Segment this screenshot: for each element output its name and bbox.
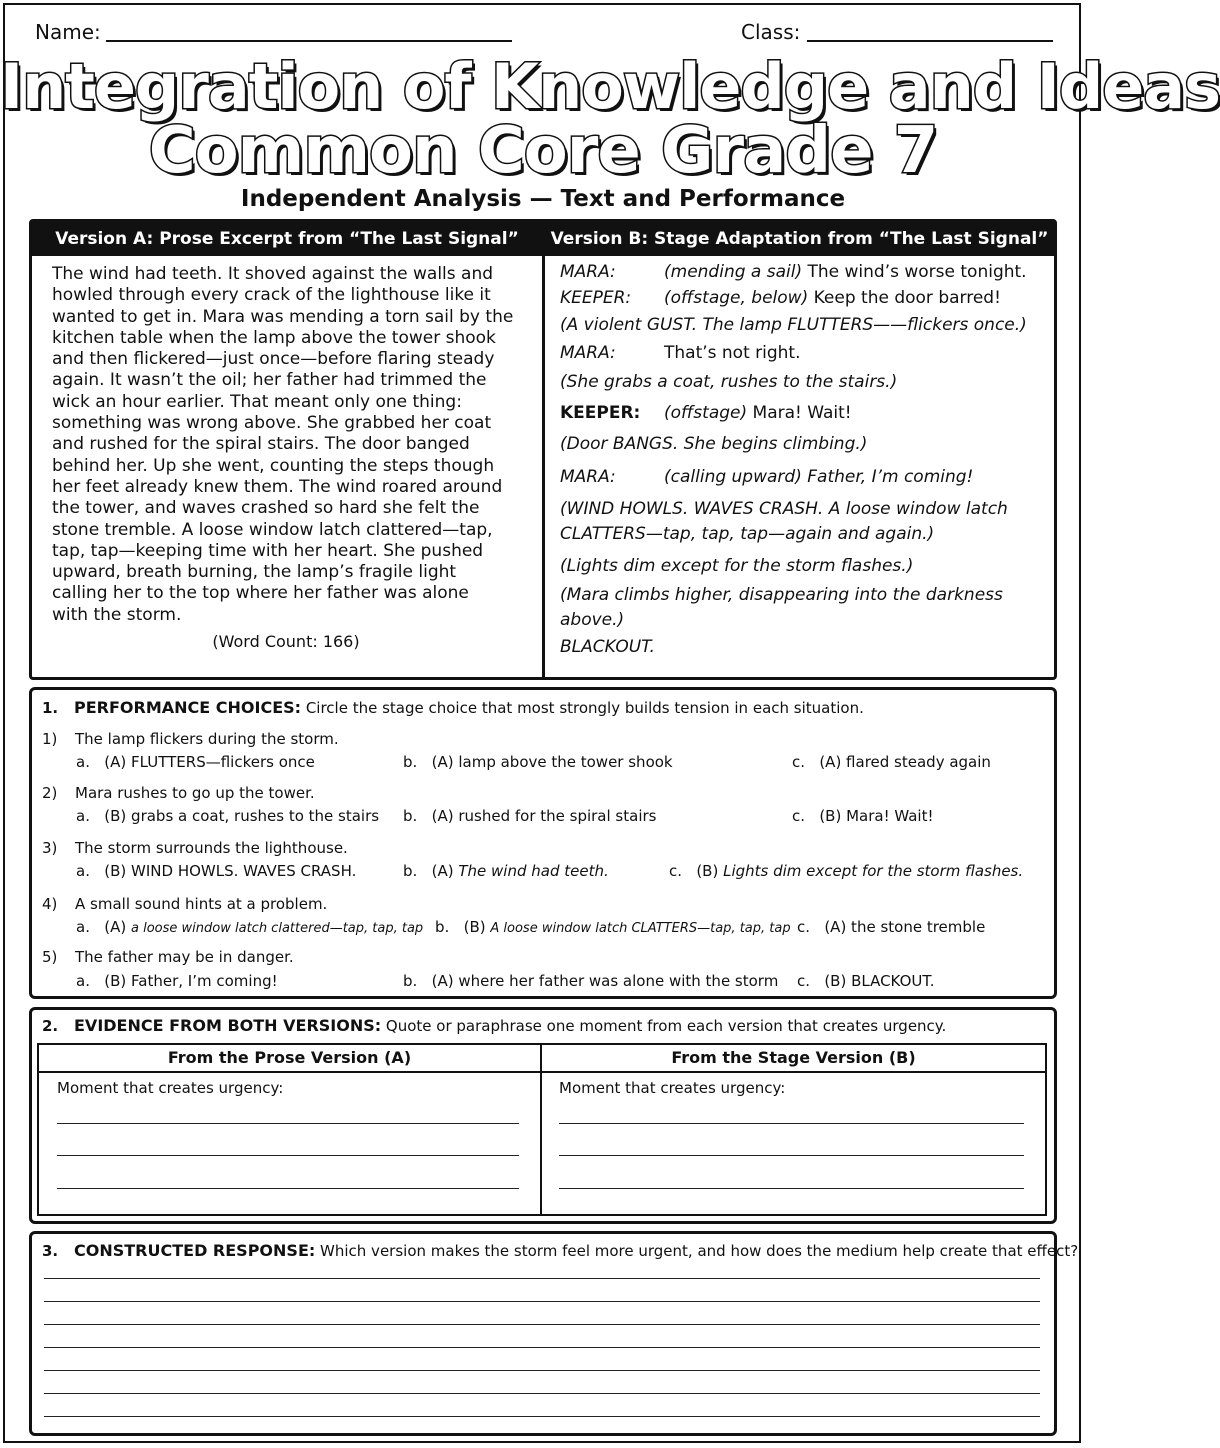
prose-line: and rushed for the spiral stairs. The door banged — [52, 434, 470, 455]
prose-line: upward, breath burning, the lamp’s fragile light — [52, 562, 457, 583]
stage-direction: above.) — [560, 610, 625, 630]
prose-excerpt — [52, 264, 520, 626]
speaker-label: KEEPER: — [560, 288, 632, 308]
response-line[interactable] — [44, 1301, 1040, 1302]
moment-label: Moment that creates urgency: — [559, 1079, 786, 1097]
class-field[interactable] — [807, 40, 1053, 42]
answer-line[interactable] — [559, 1155, 1024, 1156]
response-line[interactable] — [44, 1347, 1040, 1348]
section-key: EVIDENCE FROM BOTH VERSIONS: — [74, 1016, 382, 1035]
stage-direction: (Door BANGS. She begins climbing.) — [560, 434, 868, 454]
prose-line: stone tremble. A loose window latch clattered—tap, — [52, 519, 493, 540]
prose-line: tap, tap—keeping time with her heart. She pushed — [52, 540, 484, 561]
evidence-table — [37, 1043, 1047, 1216]
prose-line: again. It wasn’t the oil; her father had trimmed the — [52, 370, 487, 391]
question-text: The lamp flickers during the storm. — [75, 730, 339, 748]
question-text: The storm surrounds the lighthouse. — [75, 839, 348, 857]
passage-box — [29, 219, 1057, 680]
option-b[interactable]: b. (A) lamp above the tower shook — [403, 753, 673, 771]
dialogue: Keep the door barred! — [808, 288, 1001, 308]
column-divider — [540, 1045, 542, 1214]
class-label: Class: — [741, 20, 801, 44]
stage-direction: (Lights dim except for the storm flashes.) — [560, 556, 914, 576]
stage-direction: (She grabs a coat, rushes to the stairs.) — [560, 372, 898, 392]
prose-line: wanted to get in. Mara was mending a torn sail by the — [52, 306, 514, 327]
dialogue: Mara! Wait! — [747, 403, 852, 423]
section-instruction: Quote or paraphrase one moment from each version that creates urgency. — [381, 1017, 947, 1035]
moment-label: Moment that creates urgency: — [57, 1079, 284, 1097]
name-label: Name: — [35, 20, 101, 44]
option-b[interactable]: b. (A) rushed for the spiral stairs — [403, 807, 657, 825]
question-number: 4) — [42, 895, 58, 913]
section-key: PERFORMANCE CHOICES: — [74, 698, 302, 717]
column-divider — [542, 222, 545, 677]
stage-direction: (mending a sail) — [664, 262, 803, 282]
question-text: A small sound hints at a problem. — [75, 895, 328, 913]
speaker-label: KEEPER: — [560, 403, 641, 423]
speaker-label: MARA: — [560, 467, 616, 487]
option-c[interactable]: c. (B) Lights dim except for the storm flashes. — [669, 862, 1024, 880]
option-b[interactable]: b. (A) The wind had teeth. — [403, 862, 609, 880]
stage-direction: (offstage, below) — [664, 288, 809, 308]
prose-line: wick an hour earlier. That meant only one thing: — [52, 391, 462, 412]
question-text: The father may be in danger. — [75, 948, 294, 966]
answer-line[interactable] — [559, 1123, 1024, 1124]
speaker-label: MARA: — [560, 262, 616, 282]
dialogue: The wind’s worse tonight. — [802, 262, 1027, 282]
prose-line: behind her. Up she went, counting the steps though — [52, 455, 495, 476]
option-b[interactable]: b. (A) where her father was alone with the storm — [403, 972, 779, 990]
section-instruction: Which version makes the storm feel more urgent, and how does the medium help create that effect? — [315, 1242, 1079, 1260]
section-heading: 3. CONSTRUCTED RESPONSE: Which version makes the storm feel more urgent, and how does the medium help create that effect? — [42, 1241, 1079, 1260]
response-line[interactable] — [44, 1278, 1040, 1279]
name-field[interactable] — [106, 40, 512, 42]
option-a[interactable]: a. (B) WIND HOWLS. WAVES CRASH. — [76, 862, 357, 880]
section-performance-choices — [29, 687, 1057, 999]
question-number: 2) — [42, 784, 58, 802]
prose-line: The wind had teeth. It shoved against the walls and — [52, 264, 494, 284]
stage-direction: (offstage) — [664, 403, 748, 423]
question-number: 5) — [42, 948, 58, 966]
stage-direction: (Mara climbs higher, disappearing into the darkness — [560, 585, 1003, 605]
word-count: (Word Count: 166) — [212, 632, 360, 651]
question-number: 3) — [42, 839, 58, 857]
option-a[interactable]: a. (A) FLUTTERS—flickers once — [76, 753, 315, 771]
option-c[interactable]: c. (A) flared steady again — [792, 753, 991, 771]
stage-direction: (A violent GUST. The lamp FLUTTERS——flickers once.) — [560, 315, 1027, 335]
stage-direction: BLACKOUT. — [560, 637, 655, 657]
question-text: Mara rushes to go up the tower. — [75, 784, 315, 802]
section-heading: 2. EVIDENCE FROM BOTH VERSIONS: Quote or paraphrase one moment from each version that creates urgency. — [42, 1016, 947, 1035]
page-title-line2: Common Core Grade 7 — [148, 114, 938, 188]
option-b[interactable]: b. (B) A loose window latch CLATTERS—tap, tap, tap — [435, 918, 791, 936]
section-instruction: Circle the stage choice that most strongly builds tension in each situation. — [301, 699, 864, 717]
answer-line[interactable] — [559, 1188, 1024, 1189]
prose-line: calling her to the top where her father was alone — [52, 583, 469, 604]
stage-direction: (WIND HOWLS. WAVES CRASH. A loose window latch — [560, 499, 1008, 519]
prose-line: the tower, and waves crashed so hard she felt the — [52, 498, 480, 519]
answer-line[interactable] — [57, 1188, 519, 1189]
answer-line[interactable] — [57, 1123, 519, 1124]
page-subtitle: Independent Analysis — Text and Performance — [240, 186, 846, 212]
option-a[interactable]: a. (B) Father, I’m coming! — [76, 972, 278, 990]
prose-line: her feet already knew them. The wind roared around — [52, 476, 503, 497]
prose-line: kitchen table when the lamp above the tower shook — [52, 327, 496, 348]
option-a[interactable]: a. (A) a loose window latch clattered—tap, tap, tap — [76, 918, 424, 936]
section-evidence — [29, 1007, 1057, 1224]
version-a-header: Version A: Prose Excerpt from “The Last Signal” — [32, 222, 542, 256]
option-a[interactable]: a. (B) grabs a coat, rushes to the stairs — [76, 807, 380, 825]
response-line[interactable] — [44, 1370, 1040, 1371]
option-c[interactable]: c. (A) the stone tremble — [797, 918, 986, 936]
answer-line[interactable] — [57, 1155, 519, 1156]
option-c[interactable]: c. (B) BLACKOUT. — [797, 972, 935, 990]
section-heading: 1. PERFORMANCE CHOICES: Circle the stage choice that most strongly builds tension in each situation. — [42, 698, 864, 717]
dialogue: Father, I’m coming! — [801, 467, 974, 487]
stage-column-header: From the Stage Version (B) — [542, 1045, 1045, 1073]
page-title-line1: Integration of Knowledge and Ideas — [0, 50, 1220, 123]
section-key: CONSTRUCTED RESPONSE: — [74, 1241, 316, 1260]
prose-line: howled through every crack of the lighthouse like it — [52, 285, 491, 306]
question-number: 1) — [42, 730, 58, 748]
prose-line: and then flickered—just once—before flaring steady — [52, 349, 495, 370]
stage-direction: CLATTERS—tap, tap, tap—again and again.) — [560, 524, 935, 544]
stage-direction: (calling upward) — [664, 467, 802, 487]
section-constructed-response — [29, 1231, 1079, 1436]
prose-line: something was wrong above. She grabbed her coat — [52, 413, 492, 434]
option-c[interactable]: c. (B) Mara! Wait! — [792, 807, 934, 825]
speaker-label: MARA: — [560, 343, 616, 363]
response-line[interactable] — [44, 1416, 1040, 1417]
version-b-header: Version B: Stage Adaptation from “The Last Signal” — [545, 222, 1054, 256]
prose-column-header: From the Prose Version (A) — [39, 1045, 540, 1073]
response-line[interactable] — [44, 1324, 1040, 1325]
dialogue: That’s not right. — [664, 343, 801, 363]
prose-line: with the storm. — [52, 604, 182, 625]
response-line[interactable] — [44, 1393, 1040, 1394]
